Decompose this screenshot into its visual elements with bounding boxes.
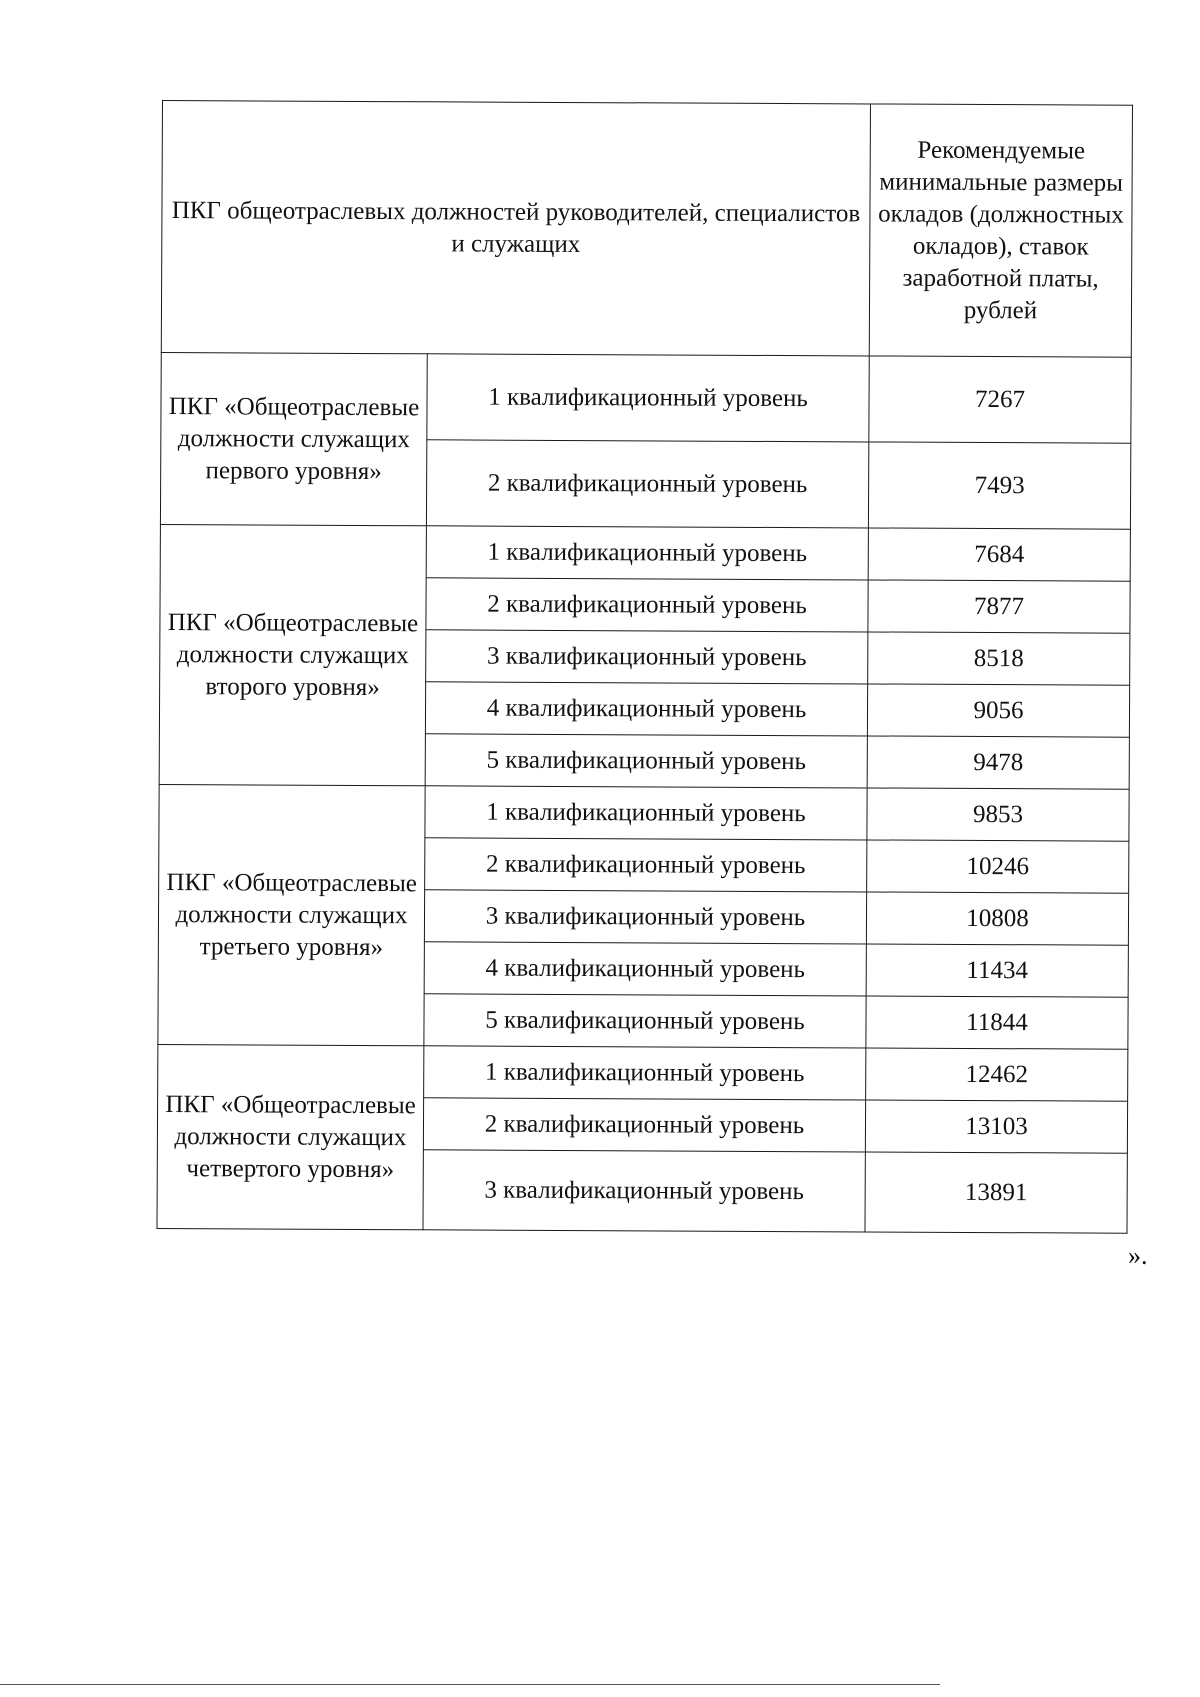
group-name-cell: ПКГ «Общеотраслевые должности служащих третьего уровня»: [158, 784, 425, 1045]
table-row: [158, 1044, 1128, 1101]
level-cell: 1 квалификационный уровень: [426, 526, 868, 580]
header-group-column: ПКГ общеотраслевых должностей руководителей, специалистов и служащих: [161, 101, 870, 356]
closing-quote-mark: ».: [1128, 1241, 1148, 1270]
table-header-row: [161, 101, 1132, 358]
salary-cell: 9056: [867, 684, 1129, 737]
level-cell: 2 квалификационный уровень: [426, 578, 868, 632]
level-cell: 5 квалификационный уровень: [424, 994, 866, 1048]
level-cell: 4 квалификационный уровень: [424, 942, 866, 996]
salary-cell: 10808: [866, 892, 1128, 945]
salary-cell: 7267: [869, 356, 1131, 443]
salary-cell: 13103: [865, 1100, 1127, 1153]
salary-cell: 11844: [866, 996, 1128, 1049]
salary-cell: 7877: [868, 580, 1130, 633]
salary-table: [156, 100, 1133, 1234]
level-cell: 2 квалификационный уровень: [423, 1098, 865, 1152]
salary-cell: 11434: [866, 944, 1128, 997]
table-row: [161, 352, 1131, 443]
level-cell: 3 квалификационный уровень: [423, 1150, 865, 1232]
salary-cell: 9478: [867, 736, 1129, 789]
salary-cell: 13891: [865, 1152, 1127, 1233]
salary-cell: 8518: [868, 632, 1130, 685]
level-cell: 4 квалификационный уровень: [425, 682, 867, 736]
group-name-cell: ПКГ «Общеотраслевые должности служащих первого уровня»: [160, 352, 427, 525]
salary-cell: 7493: [868, 442, 1130, 529]
header-salary-column: Рекомендуемые минимальные размеры окладов (должностных окладов), ставок заработной платы, рублей: [869, 104, 1132, 357]
level-cell: 3 квалификационный уровень: [426, 630, 868, 684]
level-cell: 1 квалификационный уровень: [424, 1046, 866, 1100]
level-cell: 1 квалификационный уровень: [427, 354, 869, 442]
group-name-cell: ПКГ «Общеотраслевые должности служащих четвертого уровня»: [157, 1044, 424, 1229]
level-cell: 2 квалификационный уровень: [425, 838, 867, 892]
level-cell: 3 квалификационный уровень: [424, 890, 866, 944]
salary-cell: 10246: [867, 840, 1129, 893]
salary-cell: 12462: [866, 1048, 1128, 1101]
level-cell: 5 квалификационный уровень: [425, 734, 867, 788]
level-cell: 2 квалификационный уровень: [426, 440, 868, 528]
salary-cell: 7684: [868, 528, 1130, 581]
table-row: [160, 524, 1130, 581]
table-row: [159, 784, 1129, 841]
group-name-cell: ПКГ «Общеотраслевые должности служащих второго уровня»: [159, 524, 426, 785]
salary-cell: 9853: [867, 788, 1129, 841]
level-cell: 1 квалификационный уровень: [425, 786, 867, 840]
footer-divider: [0, 1684, 940, 1685]
